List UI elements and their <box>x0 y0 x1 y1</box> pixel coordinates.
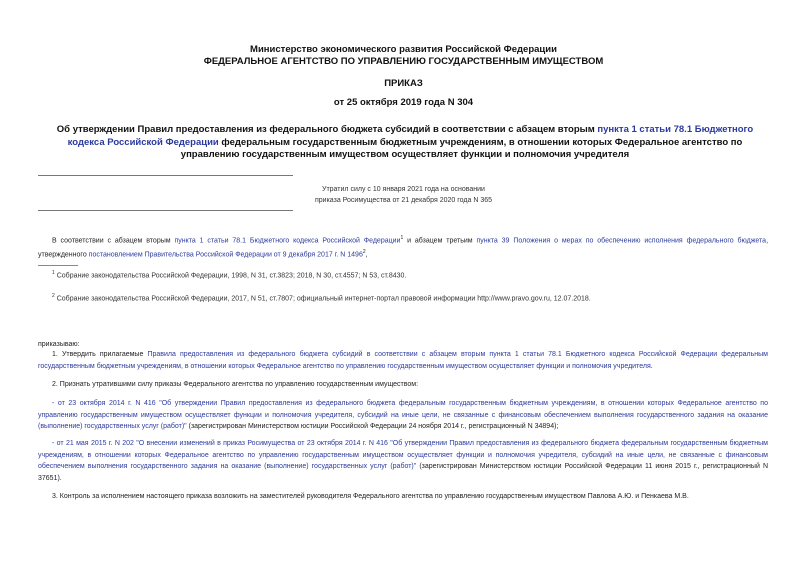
heading-link-budget-code[interactable]: пункта 1 статьи 78.1 Бюджетного кодекса Российской Федерации <box>67 124 754 148</box>
paragraph-2b <box>38 438 768 484</box>
footnote-1-mark: 1 <box>52 270 55 276</box>
footnote-divider <box>38 265 78 266</box>
footnote-ref-2[interactable]: 2 <box>362 248 366 255</box>
footnote-ref-1[interactable]: 1 <box>400 235 404 241</box>
paragraph-2a-text: (зарегистрирован Министерством юстиции Российской Федерации 24 ноября 2014 г., регистрационный N 34894); <box>186 423 559 430</box>
footnote-1-text: Собрание законодательства Российской Федерации, 1998, N 31, ст.3823; 2018, N 30, ст.4557; N 53, ст.8430. <box>56 272 407 280</box>
preamble <box>38 233 768 261</box>
footnote-2 <box>52 293 591 302</box>
ministry-name: Министерство экономического развития Российской Федерации <box>250 44 557 55</box>
footnote-2-text: Собрание законодательства Российской Федерации, 2017, N 51, ст.7807; официальный интернет-портал правовой информации http://www.pravo.gov.ru, 12.07.2018. <box>56 295 591 303</box>
paragraph-1-text: 1. Утвердить прилагаемые <box>52 351 148 358</box>
paragraph-2: 2. Признать утратившими силу приказы Федерального агентства по управлению государственным имуществом: <box>52 381 419 388</box>
status-line-1: Утратил силу с 10 января 2021 года на основании <box>322 186 485 193</box>
preamble-link-government-decree[interactable]: постановлением Правительства Российской Федерации от 9 декабря 2017 г. N 1496 <box>88 251 363 259</box>
divider-bottom <box>38 210 293 211</box>
paragraph-1-link-rules[interactable]: Правила предоставления из федерального бюджета субсидий в соответствии с абзацем вторым пункта 1 статьи 78.1 Бюджетного кодекса Российской Федерации федеральным государственным бюджетным учреждениям, в отношении которых Федеральное агентство по управлению государственным имуществом осуществляет функции и полномочия учредителя <box>38 351 768 370</box>
paragraph-2a-link-order-416[interactable]: - от 23 октября 2014 г. N 416 "Об утверждении Правил предоставления из федерального бюджета федеральным государственным бюджетным учреждениям, в отношении которых Федеральное агентство по управлению государственным имуществом осуществляет функции и полномочия учредителя, субсидий на иные цели, не связанные с финансовым обеспечением выполнения государственного задания на оказание (выполнение) государственных услуг (работ)" <box>38 400 768 430</box>
preamble-text-2: и абзацем третьим <box>403 237 477 245</box>
paragraph-3: 3. Контроль за исполнением настоящего приказа возложить на заместителей руководителя Федерального агентства по управлению государственным имуществом Павлова А.Ю. и Пенкаева М.В. <box>52 493 689 500</box>
document-header <box>0 44 807 68</box>
divider-top <box>38 175 293 176</box>
preamble-text-1: В соответствии с абзацем вторым <box>52 237 175 245</box>
status-link-repeal-order[interactable]: приказа Росимущества от 21 декабря 2020 года N 365 <box>314 197 492 204</box>
preamble-text-3: , утвержденного <box>38 237 769 259</box>
preamble-link-budget-regulation[interactable]: пункта 39 Положения о мерах по обеспечению исполнения федерального бюджета <box>476 237 767 245</box>
agency-name: ФЕДЕРАЛЬНОЕ АГЕНТСТВО ПО УПРАВЛЕНИЮ ГОСУДАРСТВЕННЫМ ИМУЩЕСТВОМ <box>203 56 604 67</box>
preamble-link-budget-code[interactable]: пункта 1 статьи 78.1 Бюджетного кодекса Российской Федерации <box>174 237 401 245</box>
order-type: ПРИКАЗ <box>384 78 423 89</box>
footnote-1 <box>52 270 406 279</box>
paragraph-2b-text: (зарегистрирован Министерством юстиции Российской Федерации 11 июня 2015 г., регистрационный N 37651). <box>38 463 768 482</box>
preamble-text-4: , <box>365 251 368 259</box>
document-heading <box>45 124 765 162</box>
paragraph-1 <box>38 349 768 372</box>
footnote-2-mark: 2 <box>52 293 55 299</box>
orders-word: приказываю: <box>38 341 80 348</box>
paragraph-2b-link-order-202[interactable]: - от 21 мая 2015 г. N 202 "О внесении изменений в приказ Росимущества от 23 октября 2014 г. N 416 "Об утверждении Правил предоставления из федерального бюджета федеральным государственным бюджетным учреждениям, в отношении которых Федеральное агентство по управлению государственным имуществом осуществляет функции и полномочия учредителя, субсидий на иные цели, не связанные с финансовым обеспечением выполнения государственного задания на оказание (выполнение) государственных услуг (работ)" <box>38 440 768 470</box>
paragraph-1-end: . <box>650 362 653 370</box>
order-date: от 25 октября 2019 года N 304 <box>333 97 474 108</box>
paragraph-2a <box>38 398 768 433</box>
heading-text-1: Об утверждении Правил предоставления из федерального бюджета субсидий в соответствии с абзацем вторым <box>56 124 598 135</box>
heading-text-2: федеральным государственным бюджетным учреждениям, в отношении которых Федеральное агентство по управлению государственным имуществом осуществляет функции и полномочия учредителя <box>180 136 743 160</box>
